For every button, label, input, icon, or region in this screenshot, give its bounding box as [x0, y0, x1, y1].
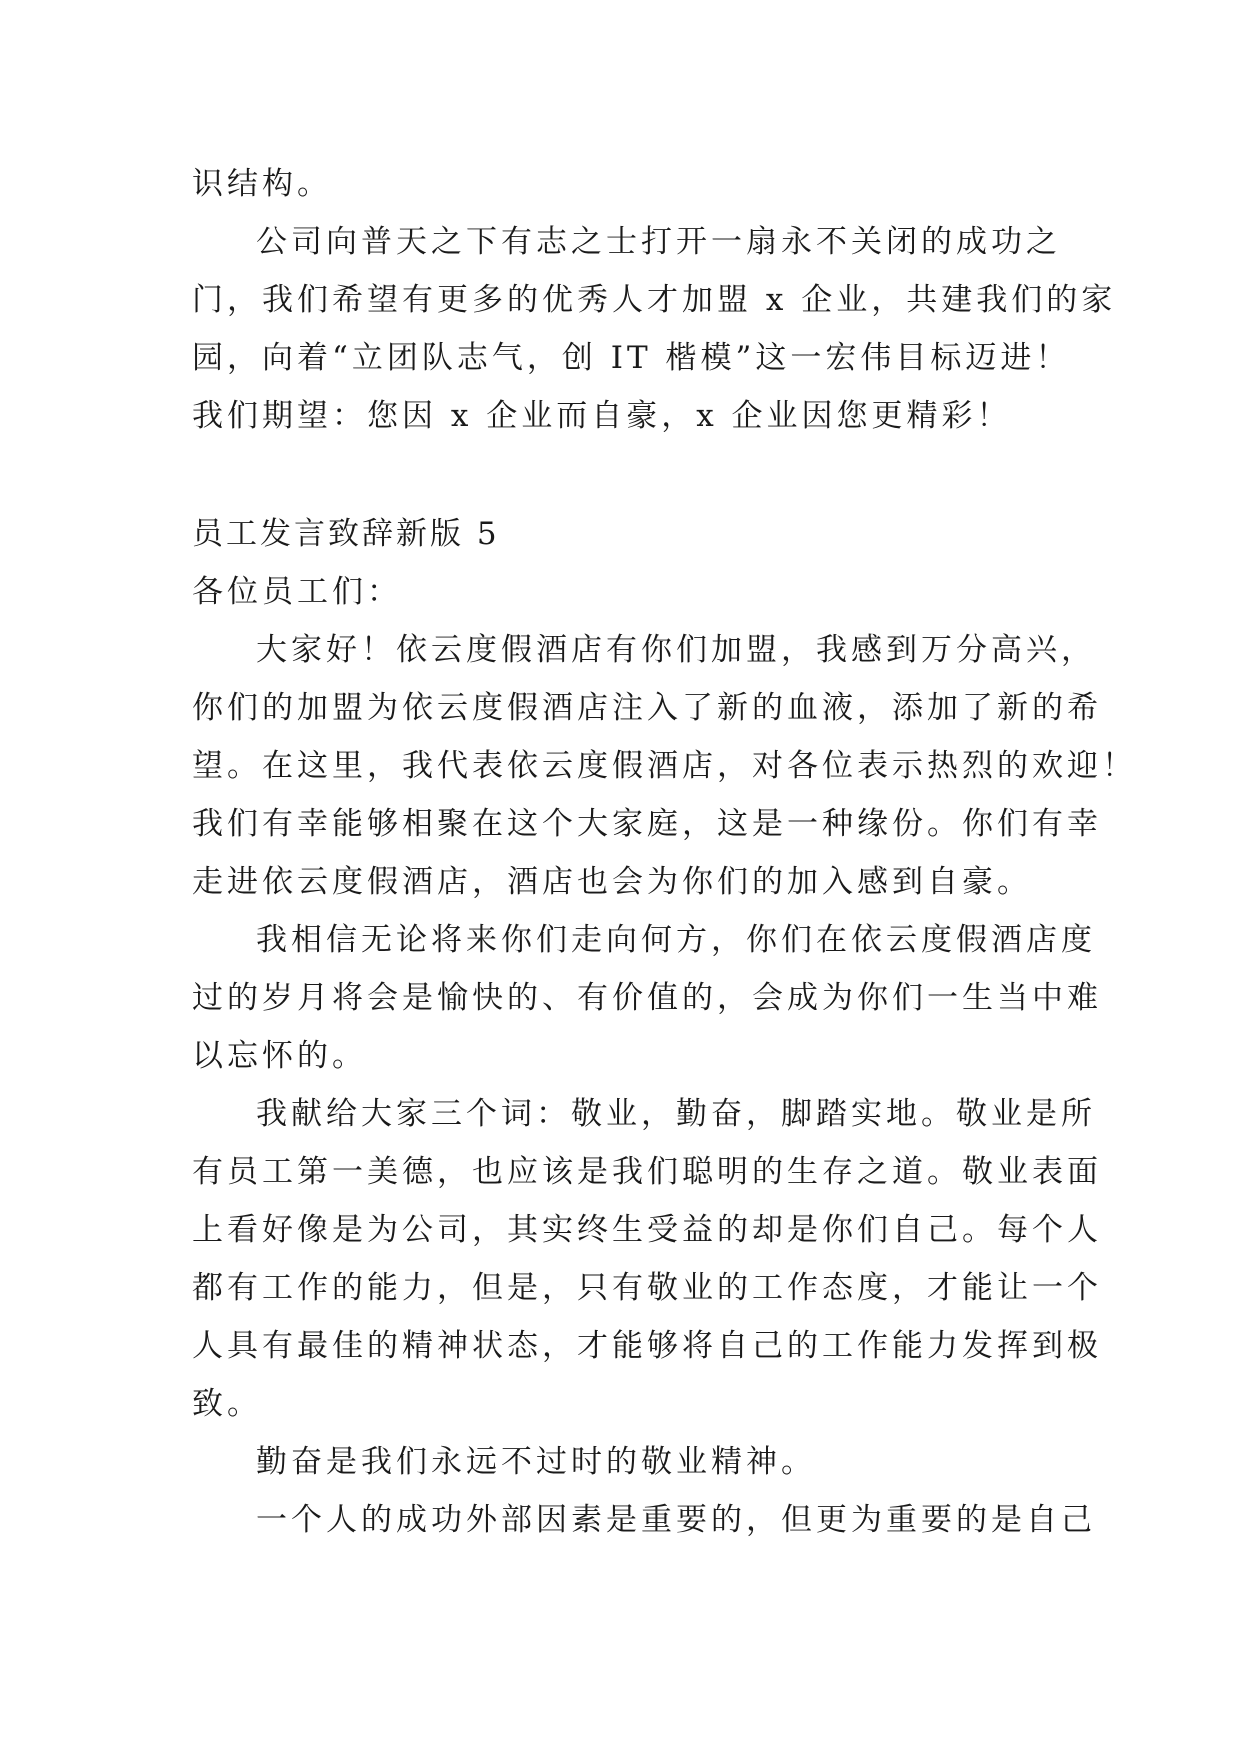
text-line: 门，我们希望有更多的优秀人才加盟 x 企业，共建我们的家: [192, 282, 1117, 318]
closing-paragraph: [192, 213, 1117, 445]
text-line: 大家好！依云度假酒店有你们加盟，我感到万分高兴，: [256, 632, 1096, 668]
text-line: 一个人的成功外部因素是重要的，但更为重要的是自己: [256, 1502, 1096, 1538]
text-line: 识结构。: [192, 166, 332, 202]
text-line: 我相信无论将来你们走向何方，你们在依云度假酒店度: [256, 922, 1096, 958]
continued-paragraph: [192, 155, 1072, 213]
text-line: 你们的加盟为依云度假酒店注入了新的血液，添加了新的希: [192, 690, 1102, 726]
text-line: 我们期望：您因 x 企业而自豪，x 企业因您更精彩！: [192, 398, 1012, 434]
text-line: 园，向着“立团队志气，创 IT 楷模”这一宏伟目标迈进！: [192, 340, 1071, 376]
speech-body: [192, 621, 1137, 1549]
text-line: 勤奋是我们永远不过时的敬业精神。: [256, 1444, 816, 1480]
text-line: 走进依云度假酒店，酒店也会为你们的加入感到自豪。: [192, 864, 1032, 900]
paragraph: [192, 1433, 1072, 1491]
paragraph: [192, 621, 1137, 911]
paragraph: [192, 911, 1102, 1085]
text-line: 过的岁月将会是愉快的、有价值的，会成为你们一生当中难: [192, 980, 1102, 1016]
text-line: 望。在这里，我代表依云度假酒店，对各位表示热烈的欢迎！: [192, 748, 1137, 784]
paragraph: [192, 1085, 1102, 1433]
section-title: 员工发言致辞新版 5: [192, 516, 500, 552]
text-line: 公司向普天之下有志之士打开一扇永不关闭的成功之: [256, 224, 1061, 260]
paragraph: [192, 1491, 1096, 1549]
text-line: 都有工作的能力，但是，只有敬业的工作态度，才能让一个: [192, 1270, 1102, 1306]
text-line: 人具有最佳的精神状态，才能够将自己的工作能力发挥到极: [192, 1328, 1102, 1364]
section-heading: [192, 505, 1072, 621]
text-line: 我们有幸能够相聚在这个大家庭，这是一种缘份。你们有幸: [192, 806, 1102, 842]
text-line: 致。: [192, 1386, 262, 1422]
text-line: 以忘怀的。: [192, 1038, 367, 1074]
text-line: 有员工第一美德，也应该是我们聪明的生存之道。敬业表面: [192, 1154, 1102, 1190]
text-line: 上看好像是为公司，其实终生受益的却是你们自己。每个人: [192, 1212, 1102, 1248]
text-line: 我献给大家三个词：敬业，勤奋，脚踏实地。敬业是所: [256, 1096, 1096, 1132]
salutation: 各位员工们：: [192, 574, 402, 610]
